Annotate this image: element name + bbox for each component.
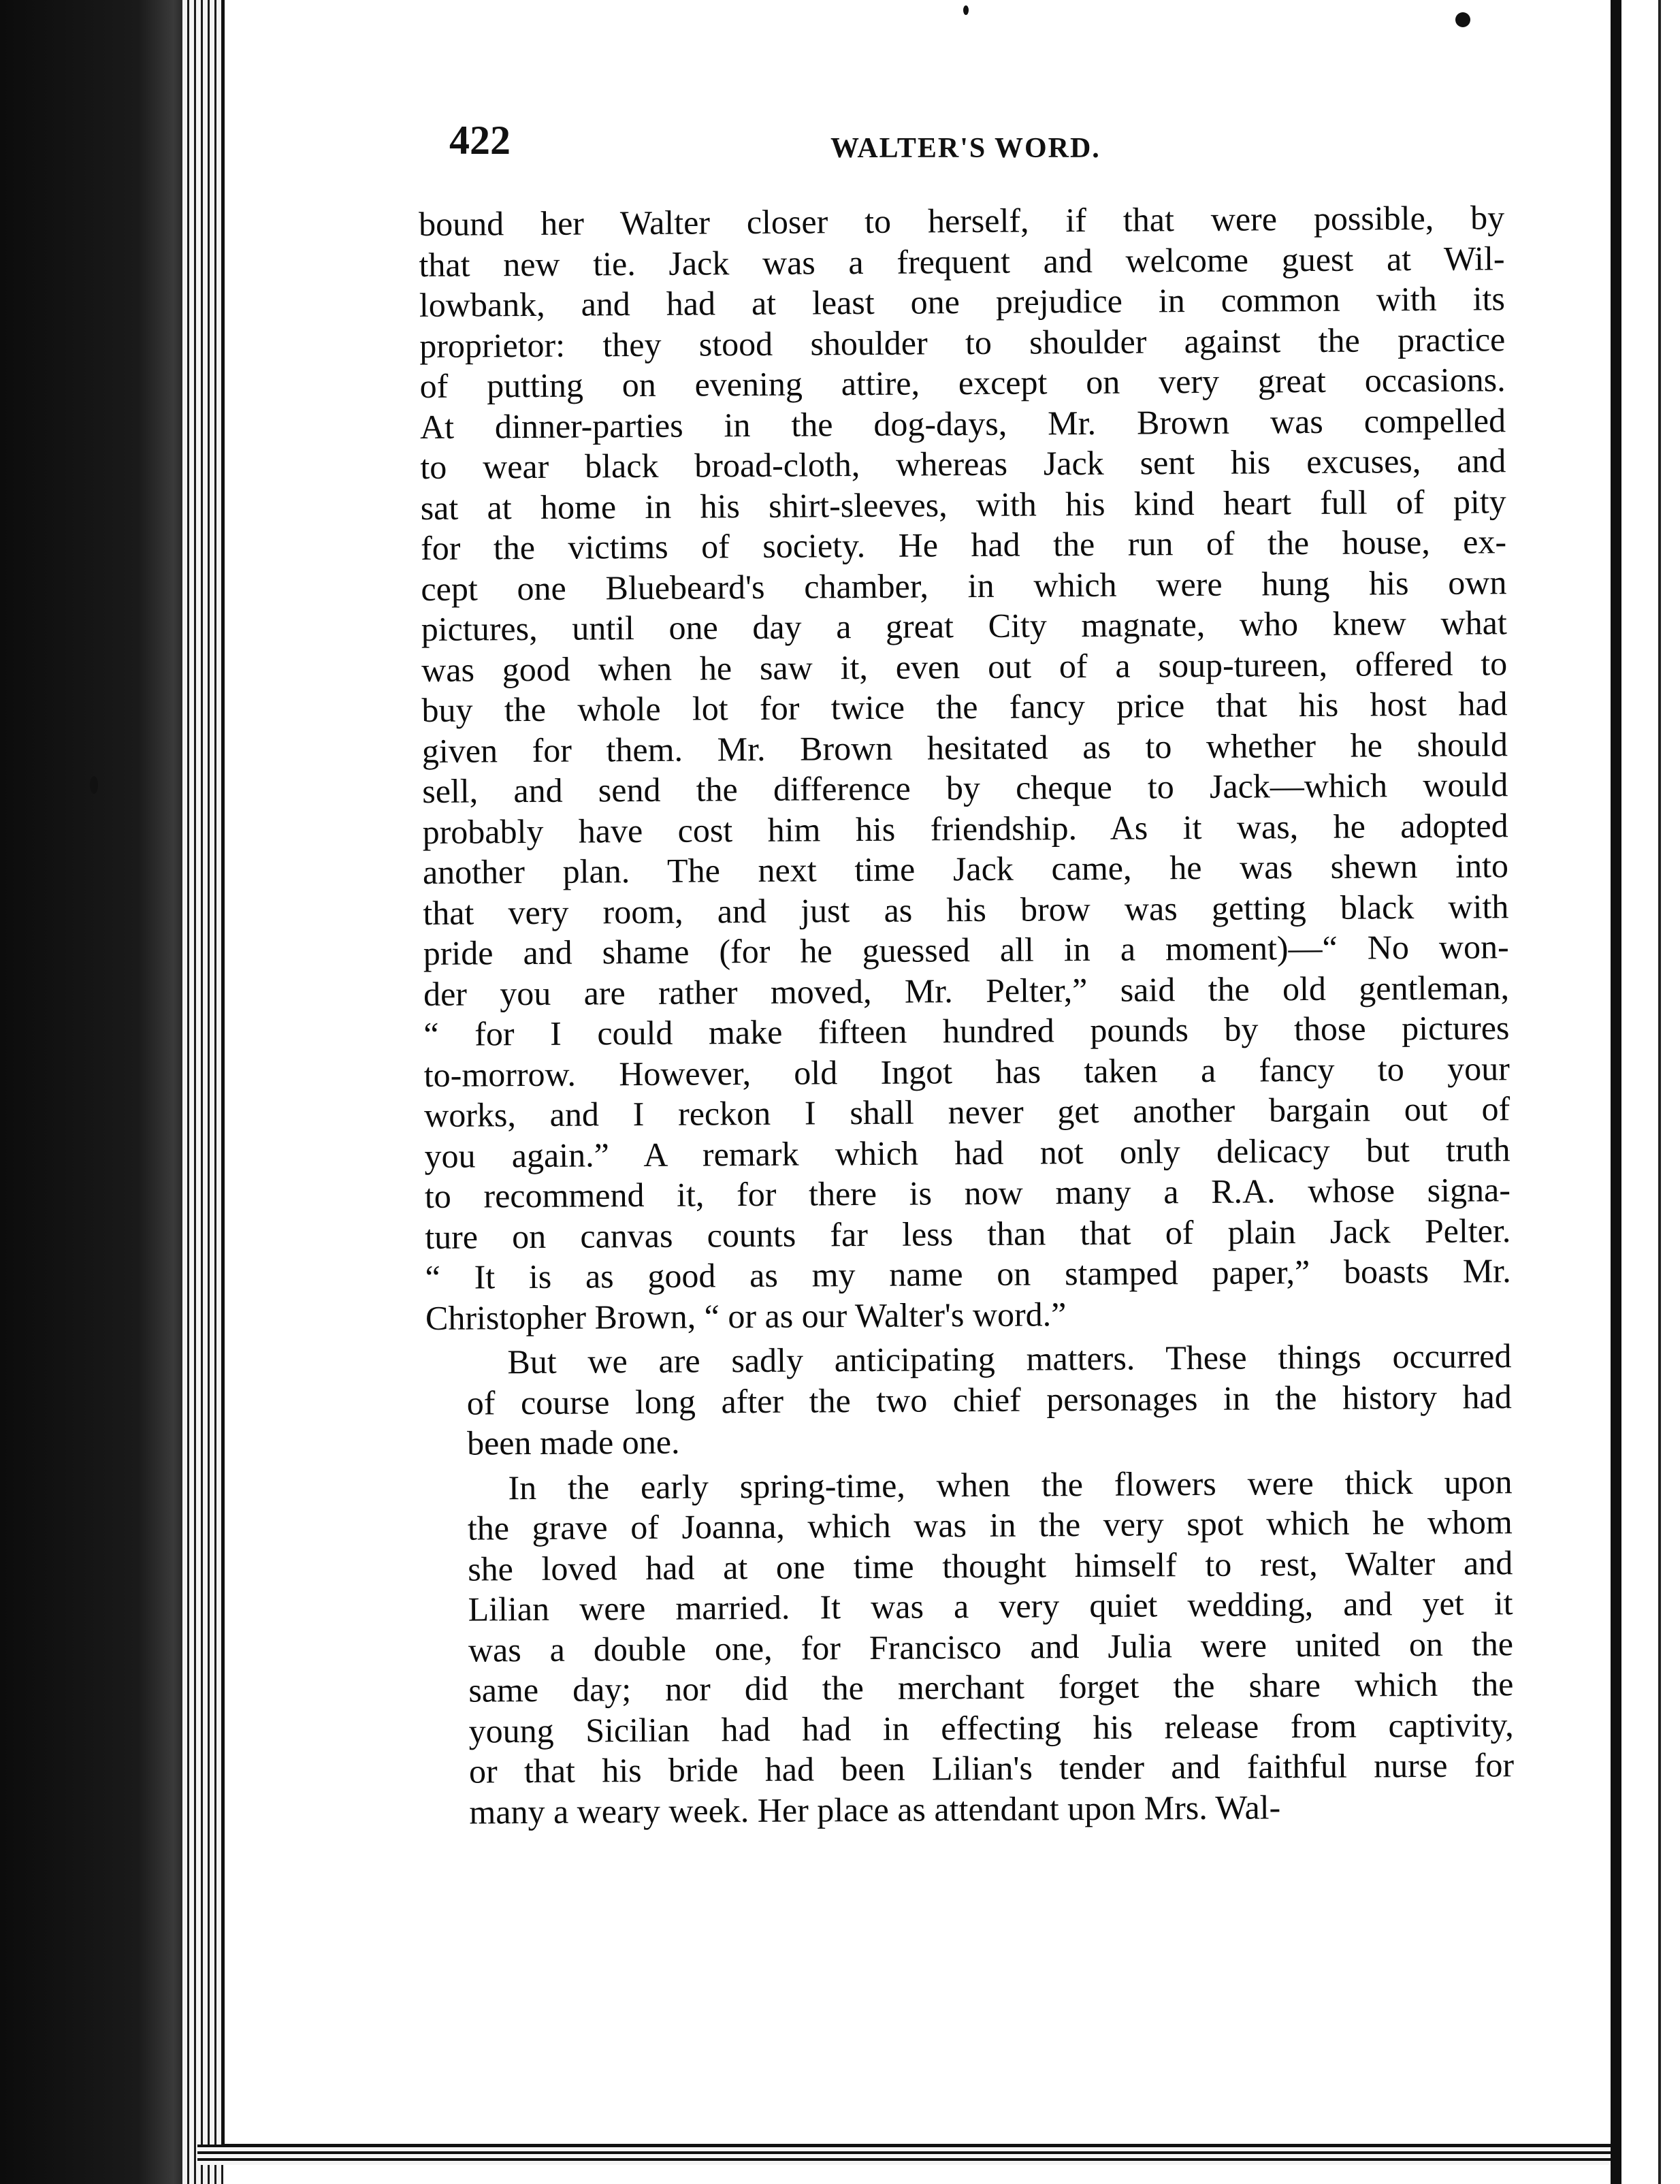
page-stack-edges-bottom: [197, 2145, 1620, 2165]
text-line: or that his bride had been Lilian's tender and faithful nurse for: [468, 1746, 1515, 1790]
paragraph: [419, 197, 1511, 1338]
text-line: lowbank, and had at least one prejudice in common with its: [419, 279, 1506, 324]
text-line: proprietor: they stood shoulder to shoulder against the practice: [419, 319, 1506, 365]
text-line: But we are sadly anticipating matters. These things occurred: [507, 1336, 1512, 1381]
ink-speck: [1455, 12, 1470, 27]
text-line: works, and I reckon I shall never get another bargain out of: [424, 1089, 1511, 1134]
text-line: another plan. The next time Jack came, he was shewn into: [422, 846, 1509, 891]
text-line: “ It is as good as my name on stamped paper,” boasts Mr.: [425, 1251, 1511, 1296]
text-line: the grave of Joanna, which was in the very spot which he whom: [467, 1503, 1513, 1547]
text-line: pictures, until one day a great City magnate, who knew what: [421, 603, 1507, 648]
facing-page-edge: [1621, 0, 1680, 2184]
text-line: cept one Bluebeard's chamber, in which were hung his own: [421, 562, 1507, 608]
page-number: 422: [449, 118, 511, 163]
text-line: was a double one, for Francisco and Julia were united on the: [468, 1624, 1514, 1669]
text-line: many a weary week. Her place as attendant upon Mrs. Wal-: [469, 1787, 1281, 1831]
text-line: probably have cost him his friendship. As it was, he adopted: [422, 805, 1508, 851]
page-body-text: [419, 197, 1515, 1833]
text-line: pride and shame (for he guessed all in a moment)—“ No won-: [423, 927, 1509, 972]
text-line: for the victims of society. He had the run of the house, ex-: [420, 522, 1507, 567]
scan-dark-margin-left: [0, 0, 197, 2184]
text-line: that very room, and just as his brow was getting black with: [423, 886, 1509, 932]
text-line: young Sicilian had had in effecting his release from captivity,: [468, 1705, 1514, 1750]
text-line: bound her Walter closer to herself, if that were possible, by: [419, 198, 1505, 243]
text-line: “ for I could make fifteen hundred pounds by those pictures: [423, 1008, 1510, 1053]
text-line: she loved had at one time thought himself to rest, Walter and: [468, 1543, 1513, 1588]
text-line: to-morrow. However, old Ingot has taken a fancy to your: [423, 1048, 1510, 1094]
text-line: Christopher Brown, “ or as our Walter's word.”: [425, 1294, 1067, 1337]
page-stack-edges-left: [182, 0, 223, 2184]
text-line: buy the whole lot for twice the fancy price that his host had: [421, 684, 1508, 729]
ink-speck: [963, 5, 969, 15]
text-line: At dinner-parties in the dog-days, Mr. Brown was compelled: [419, 400, 1506, 446]
page-header: [449, 117, 1491, 178]
text-line: been made one.: [466, 1422, 680, 1462]
text-line: ture on canvas counts far less than that of plain Jack Pelter.: [425, 1210, 1511, 1256]
text-line: sat at home in his shirt-sleeves, with his kind heart full of pity: [420, 481, 1506, 527]
text-line: was good when he saw it, even out of a soup-tureen, offered to: [421, 643, 1508, 689]
running-title: WALTER'S WORD.: [830, 133, 1101, 164]
paragraph: [425, 1336, 1512, 1464]
paragraph: [426, 1462, 1514, 1833]
text-line: In the early spring-time, when the flowers were thick upon: [508, 1462, 1513, 1507]
text-line: of putting on evening attire, except on very great occasions.: [419, 360, 1506, 405]
text-line: to recommend it, for there is now many a R.A. whose signa-: [424, 1170, 1511, 1215]
text-line: that new tie. Jack was a frequent and welcome guest at Wil-: [419, 238, 1505, 284]
text-line: of course long after the two chief personages in the history had: [466, 1377, 1512, 1422]
text-line: given for them. Mr. Brown hesitated as to whether he should: [421, 724, 1508, 770]
text-line: der you are rather moved, Mr. Pelter,” said the old gentleman,: [423, 967, 1510, 1013]
facing-page-rule: [1658, 0, 1661, 2184]
text-line: Lilian were married. It was a very quiet wedding, and yet it: [468, 1584, 1513, 1628]
text-line: sell, and send the difference by cheque to Jack—which would: [422, 765, 1508, 810]
text-line: to wear black broad-cloth, whereas Jack sent his excuses, and: [420, 441, 1506, 486]
text-line: same day; nor did the merchant forget the share which the: [468, 1665, 1514, 1709]
text-line: you again.” A remark which had not only delicacy but truth: [424, 1129, 1511, 1175]
gutter-dark-band-right: [1611, 0, 1621, 2184]
ink-speck: [90, 776, 98, 794]
